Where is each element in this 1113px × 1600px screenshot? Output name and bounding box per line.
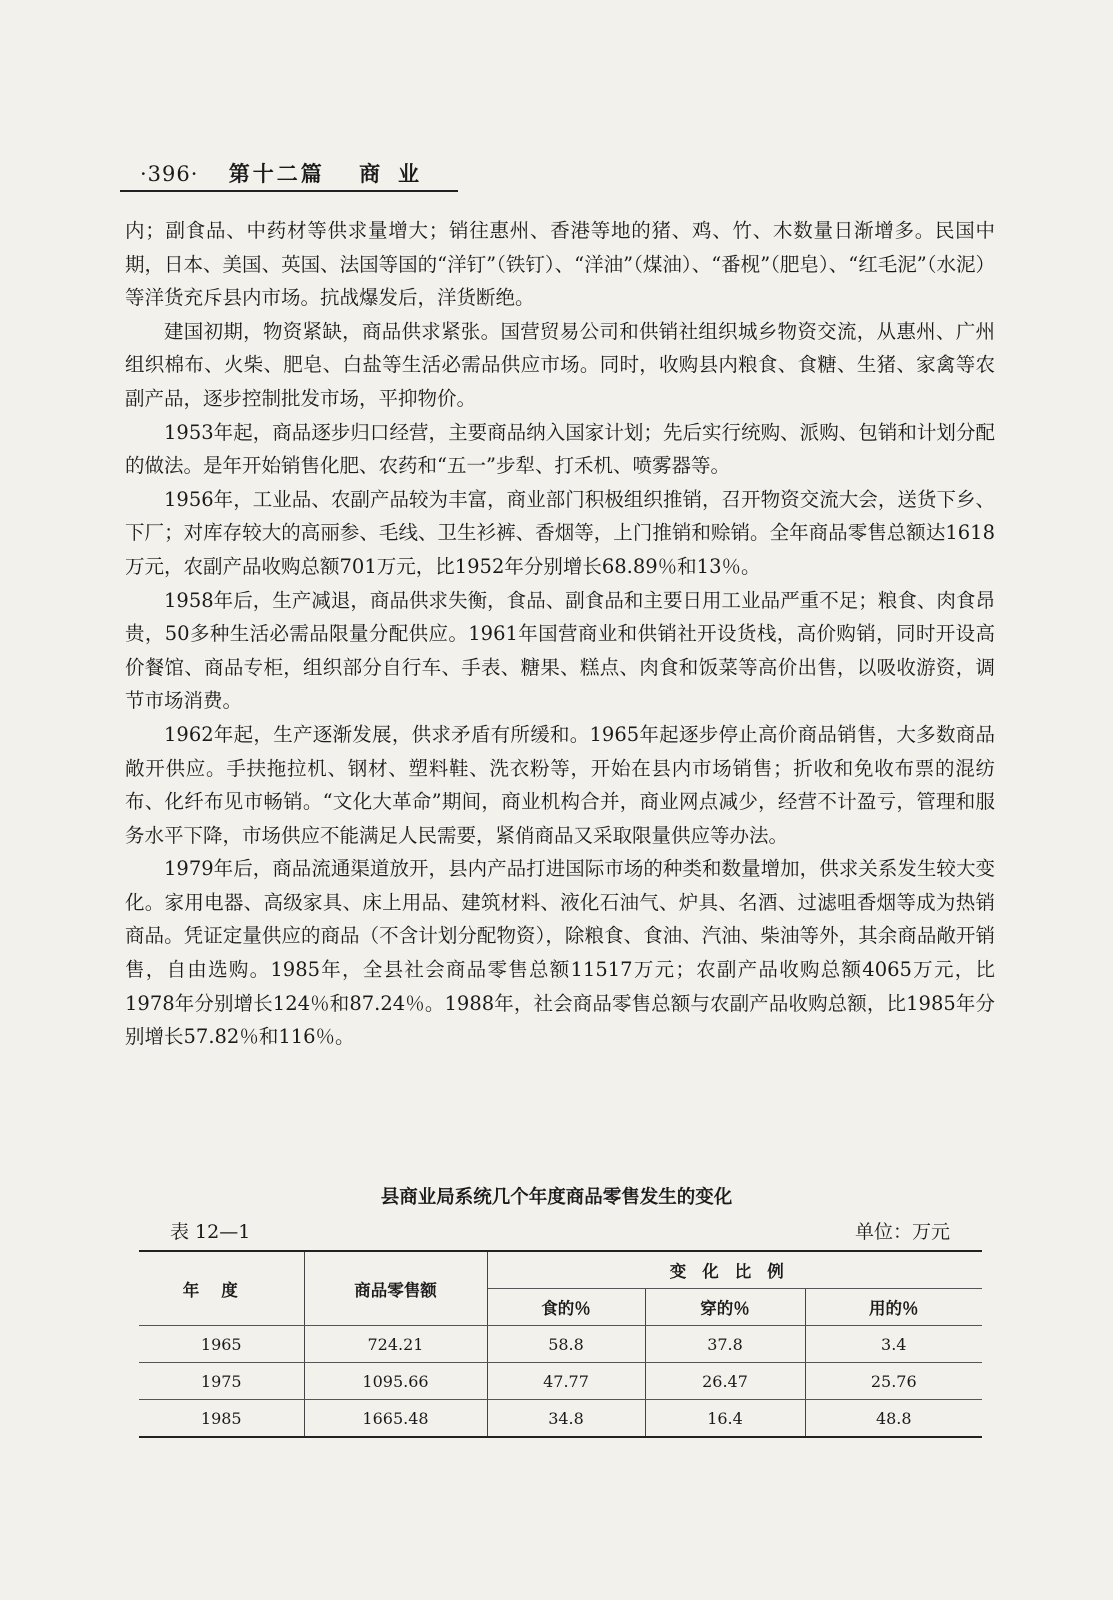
- table-unit: 单位：万元: [854, 1221, 950, 1243]
- table-number: 表 12—1: [170, 1221, 251, 1243]
- paragraph: 1958年后，生产减退，商品供求失衡，食品、副食品和主要日用工业品严重不足；粮食、肉食昂贵，50多种生活必需品限量分配供应。1961年国营商业和供销社开设货栈，高价购销，同时开设高价餐馆、商品专柜，组织部分自行车、手表、糖果、糕点、肉食和饭菜等高价出售，以吸收游资，调节市场消费。: [125, 588, 995, 713]
- body-text: [125, 214, 995, 1054]
- cell-year: 1965: [139, 1326, 304, 1363]
- paragraph: 1979年后，商品流通渠道放开，县内产品打进国际市场的种类和数量增加，供求关系发生较大变化。家用电器、高级家具、床上用品、建筑材料、液化石油气、炉具、名酒、过滤咀香烟等成为热销商品。凭证定量供应的商品（不含计划分配物资），除粮食、食油、汽油、柴油等外，其余商品敞开销售，自由选购。1985年，全县社会商品零售总额11517万元；农副产品收购总额4065万元，比1978年分别增长124％和87.24％。1988年，社会商品零售总额与农副产品收购总额，比1985年分别增长57.82％和116％。: [125, 857, 995, 1049]
- cell-food: 47.77: [487, 1363, 645, 1400]
- cell-retail: 1095.66: [304, 1363, 487, 1400]
- cell-retail: 1665.48: [304, 1400, 487, 1438]
- paragraph: 建国初期，物资紧缺，商品供求紧张。国营贸易公司和供销社组织城乡物资交流，从惠州、广州组织棉布、火柴、肥皂、白盐等生活必需品供应市场。同时，收购县内粮食、食糖、生猪、家禽等农副产品，逐步控制批发市场，平抑物价。: [125, 319, 995, 410]
- table-row: [139, 1326, 982, 1363]
- cell-use: 25.76: [805, 1363, 982, 1400]
- table-row: [139, 1400, 982, 1438]
- paragraph: 内；副食品、中药材等供求量增大；销往惠州、香港等地的猪、鸡、竹、木数量日渐增多。民国中期，日本、美国、英国、法国等国的“洋钉”（铁钉）、“洋油”（煤油）、“番枧”（肥皂）、“红毛泥”（水泥）等洋货充斥县内市场。抗战爆发后，洋货断绝。: [125, 219, 995, 310]
- cell-retail: 724.21: [304, 1326, 487, 1363]
- header-use: 用的％: [805, 1289, 982, 1326]
- cell-food: 58.8: [487, 1326, 645, 1363]
- cell-use: 48.8: [805, 1400, 982, 1438]
- header-change: 变化比例: [487, 1251, 982, 1289]
- page-number: ·396·: [140, 162, 199, 186]
- chapter-title: 第十二篇: [228, 161, 325, 186]
- header-clothing: 穿的％: [645, 1289, 805, 1326]
- cell-year: 1985: [139, 1400, 304, 1438]
- header-rule: [120, 190, 458, 192]
- paragraph: 1962年起，生产逐渐发展，供求矛盾有所缓和。1965年起逐步停止高价商品销售，大多数商品敞开供应。手扶拖拉机、钢材、塑料鞋、洗衣粉等，开始在县内市场销售；折收和免收布票的混纺布、化纤布见市畅销。“文化大革命”期间，商业机构合并，商业网点减少，经营不计盈亏，管理和服务水平下降，市场供应不能满足人民需要，紧俏商品又采取限量供应等办法。: [125, 722, 995, 847]
- table-header-row: [139, 1251, 982, 1289]
- header-retail: 商品零售额: [304, 1251, 487, 1326]
- header-year: 年度: [139, 1251, 304, 1326]
- header-food: 食的％: [487, 1289, 645, 1326]
- table-meta: [170, 1217, 950, 1244]
- cell-clothing: 37.8: [645, 1326, 805, 1363]
- paragraph: 1956年，工业品、农副产品较为丰富，商业部门积极组织推销，召开物资交流大会，送货下乡、下厂；对库存较大的高丽参、毛线、卫生衫裤、香烟等，上门推销和赊销。全年商品零售总额达1618万元，农副产品收购总额701万元，比1952年分别增长68.89％和13％。: [125, 487, 995, 578]
- cell-food: 34.8: [487, 1400, 645, 1438]
- cell-year: 1975: [139, 1363, 304, 1400]
- cell-use: 3.4: [805, 1326, 982, 1363]
- table-title: 县商业局系统几个年度商品零售发生的变化: [380, 1187, 733, 1208]
- paragraph: 1953年起，商品逐步归口经营，主要商品纳入国家计划；先后实行统购、派购、包销和计划分配的做法。是年开始销售化肥、农药和“五一”步犁、打禾机、喷雾器等。: [125, 420, 995, 478]
- page-header: [140, 158, 437, 188]
- section-title: 商业: [359, 161, 438, 186]
- data-table: [139, 1250, 982, 1438]
- table-row: [139, 1363, 982, 1400]
- cell-clothing: 26.47: [645, 1363, 805, 1400]
- cell-clothing: 16.4: [645, 1400, 805, 1438]
